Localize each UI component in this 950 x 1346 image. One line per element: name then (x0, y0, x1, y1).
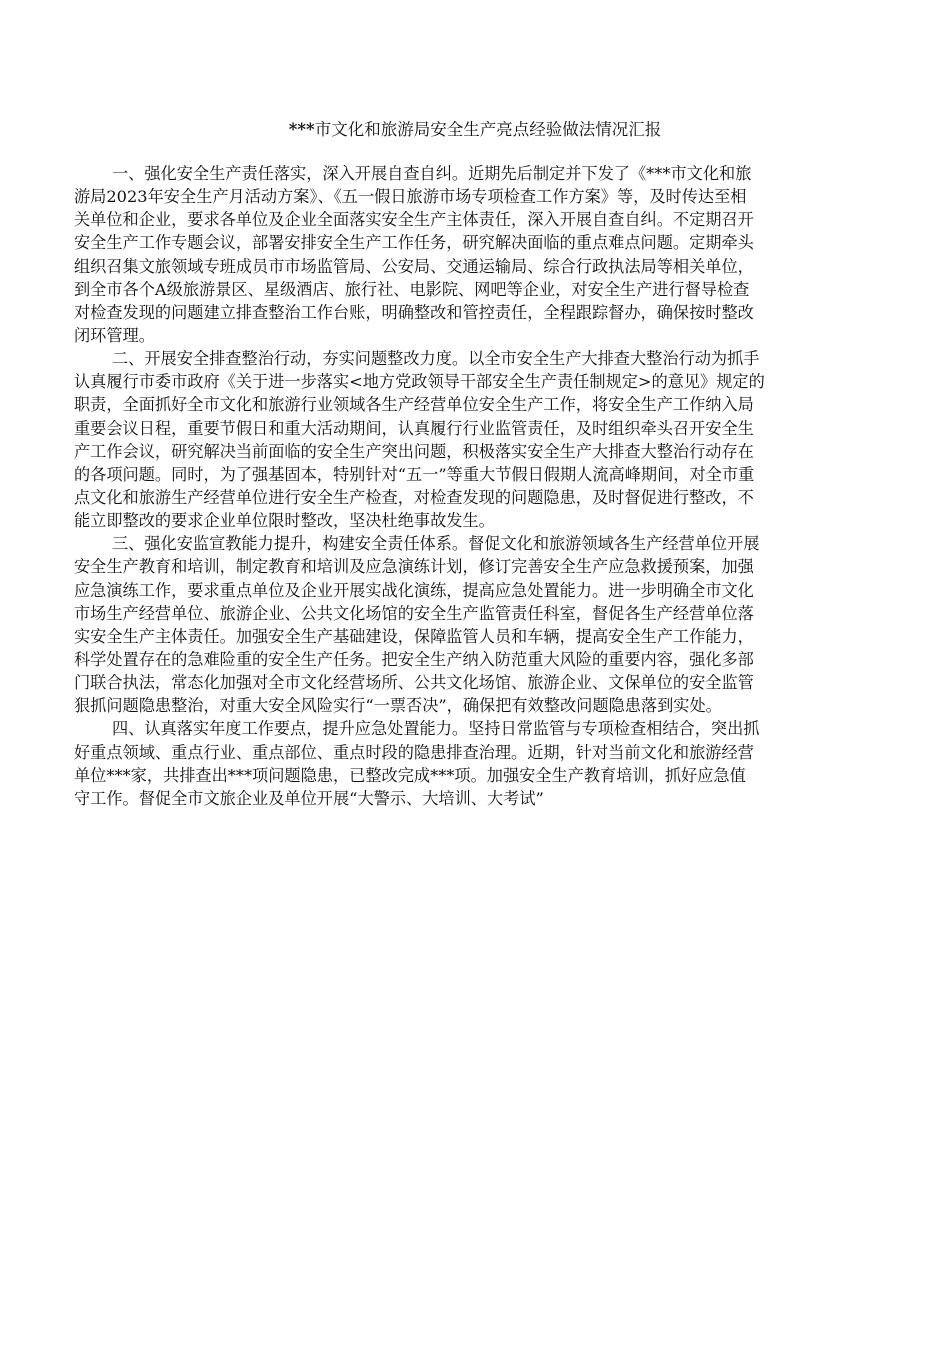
paragraph-2 (74, 347, 896, 532)
paragraph-line: 四、认真落实年度工作要点，提升应急处置能力。坚持日常监管与专项检查相结合，突出抓 (112, 719, 760, 739)
paragraph-line: 关单位和企业，要求各单位及企业全面落实安全生产主体责任，深入开展自查自纠。不定期召开 (74, 210, 754, 230)
title-prefix: *** (288, 120, 315, 139)
paragraph-line: 认真履行市委市政府《关于进一步落实<地方党政领导干部安全生产责任制规定>的意见》规定的 (74, 372, 765, 392)
paragraph-line: 能立即整改的要求企业单位限时整改，坚决杜绝事故发生。 (74, 511, 495, 531)
paragraph-line: 重要会议日程，重要节假日和重大活动期间，认真履行行业监管责任，及时组织牵头召开安全生 (74, 418, 754, 438)
document-body (74, 162, 896, 810)
paragraph-line: 守工作。督促全市文旅企业及单位开展“大警示、大培训、大考试” (74, 788, 544, 808)
paragraph-line: 安全生产工作专题会议，部署安排安全生产工作任务，研究解决面临的重点难点问题。定期牵头 (74, 233, 754, 253)
paragraph-line: 实安全生产主体责任。加强安全生产基础建设，保障监管人员和车辆，提高安全生产工作能力， (74, 626, 754, 646)
paragraph-line: 二、开展安全排查整治行动，夯实问题整改力度。以全市安全生产大排查大整治行动为抓手 (112, 349, 760, 369)
paragraph-line: 组织召集文旅领域专班成员市市场监管局、公安局、交通运输局、综合行政执法局等相关单位， (74, 256, 754, 276)
paragraph-line: 的各项问题。同时，为了强基固本，特别针对“五一”等重大节假日假期人流高峰期间，对全市重 (74, 464, 755, 484)
paragraph-line: 狠抓问题隐患整治，对重大安全风险实行“一票否决”，确保把有效整改问题隐患落到实处。 (74, 696, 722, 716)
paragraph-line: 到全市各个A级旅游景区、星级酒店、旅行社、电影院、网吧等企业，对安全生产进行督导检查 (74, 279, 750, 299)
paragraph-line: 三、强化安监宣教能力提升，构建安全责任体系。督促文化和旅游领域各生产经营单位开展 (112, 534, 760, 554)
paragraph-line: 单位***家，共排查出***项问题隐患，已整改完成***项。加强安全生产教育培训，抓好应急值 (74, 765, 746, 785)
paragraph-line: 好重点领域、重点行业、重点部位、重点时段的隐患排查治理。近期，针对当前文化和旅游经营 (74, 742, 754, 762)
paragraph-line: 应急演练工作，要求重点单位及企业开展实战化演练，提高应急处置能力。进一步明确全市文化 (74, 580, 754, 600)
paragraph-3 (74, 532, 896, 717)
paragraph-line: 对检查发现的问题建立排查整治工作台账，明确整改和管控责任，全程跟踪督办，确保按时整改 (74, 302, 754, 322)
title-main: 市文化和旅游局安全生产亮点经验做法情况汇报 (314, 120, 662, 139)
paragraph-4 (74, 717, 896, 810)
paragraph-line: 游局2023年安全生产月活动方案》、《五一假日旅游市场专项检查工作方案》等，及时传达至相 (74, 187, 747, 207)
paragraph-line: 职责，全面抓好全市文化和旅游行业领域各生产经营单位安全生产工作，将安全生产工作纳入局 (74, 395, 754, 415)
paragraph-line: 科学处置存在的急难险重的安全生产任务。把安全生产纳入防范重大风险的重要内容，强化多部 (74, 649, 754, 669)
paragraph-line: 门联合执法，常态化加强对全市文化经营场所、公共文化场馆、旅游企业、文保单位的安全监管 (74, 673, 754, 693)
paragraph-1 (74, 162, 896, 347)
paragraph-line: 产工作会议，研究解决当前面临的安全生产突出问题，积极落实安全生产大排查大整治行动存在 (74, 441, 754, 461)
paragraph-line: 一、强化安全生产责任落实，深入开展自查自纠。近期先后制定并下发了《***市文化和旅 (112, 164, 752, 183)
paragraph-line: 市场生产经营单位、旅游企业、公共文化场馆的安全生产监管责任科室，督促各生产经营单位落 (74, 603, 754, 623)
paragraph-line: 闭环管理。 (74, 325, 155, 345)
paragraph-line: 点文化和旅游生产经营单位进行安全生产检查，对检查发现的问题隐患，及时督促进行整改，不 (74, 487, 754, 507)
document-title (74, 119, 876, 141)
paragraph-line: 安全生产教育和培训，制定教育和培训及应急演练计划，修订完善安全生产应急救援预案，加强 (74, 557, 754, 577)
